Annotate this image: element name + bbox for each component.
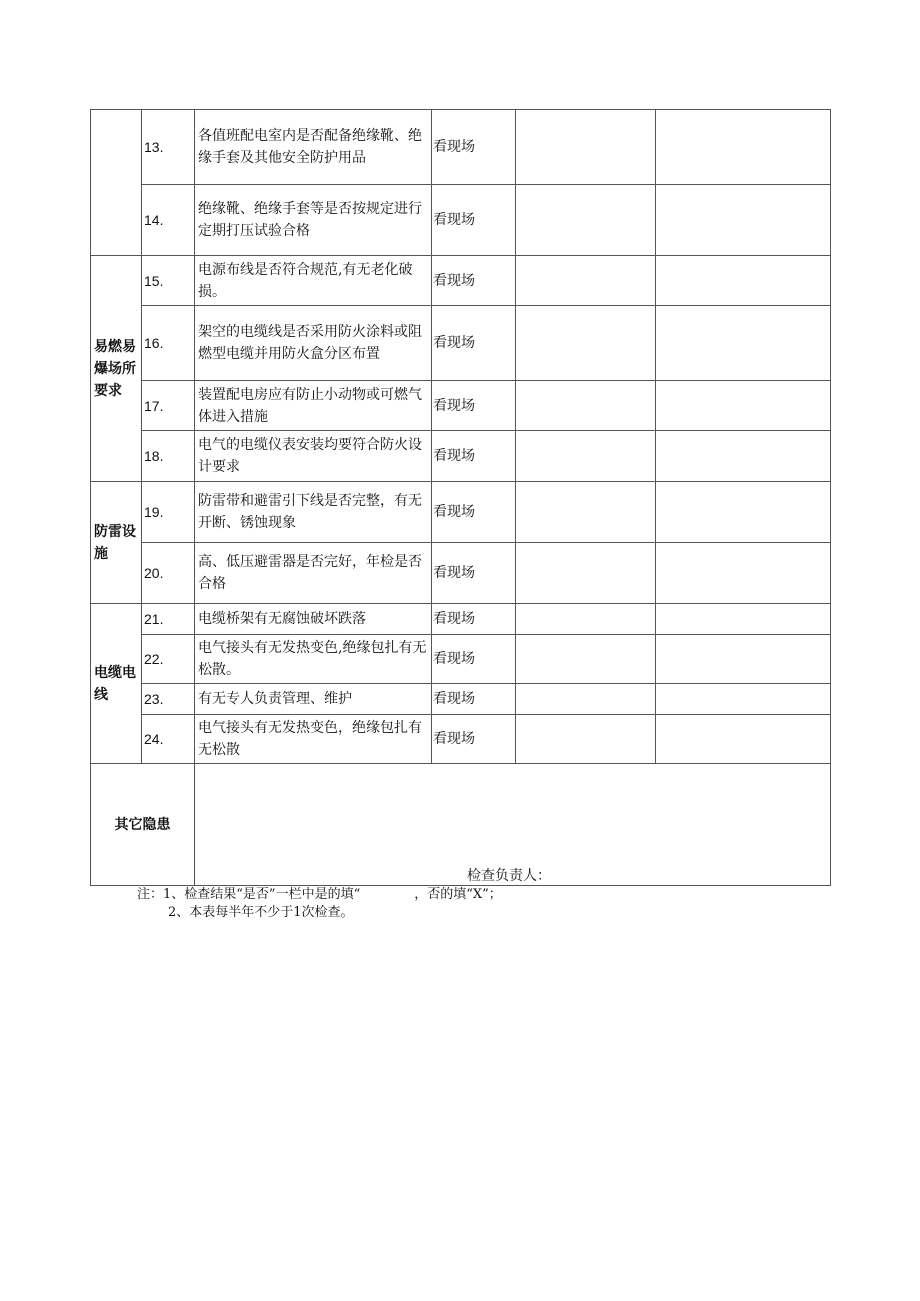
check-method: 看现场 (432, 431, 516, 482)
table-row (91, 684, 831, 715)
category-cell: 易燃易爆场所要求 (91, 256, 142, 482)
remark-cell[interactable] (656, 684, 831, 715)
item-number: 20. (142, 543, 195, 604)
table-row (91, 306, 831, 381)
category-cell: 电缆电线 (91, 604, 142, 764)
remark-cell[interactable] (656, 306, 831, 381)
result-cell[interactable] (516, 604, 656, 635)
item-description: 防雷带和避雷引下线是否完整，有无开断、锈蚀现象 (195, 482, 432, 543)
item-description: 装置配电房应有防止小动物或可燃气体进入措施 (195, 381, 432, 431)
result-cell[interactable] (516, 431, 656, 482)
note-prefix: 注： (137, 887, 164, 902)
item-number: 13. (142, 110, 195, 185)
item-number: 14. (142, 185, 195, 256)
remark-cell[interactable] (656, 110, 831, 185)
other-hazards-row (91, 764, 831, 886)
remark-cell[interactable] (656, 482, 831, 543)
notes (137, 886, 502, 922)
table-row (91, 185, 831, 256)
result-cell[interactable] (516, 306, 656, 381)
table-row (91, 256, 831, 306)
check-method: 看现场 (432, 306, 516, 381)
inspection-table (90, 109, 831, 886)
remark-cell[interactable] (656, 715, 831, 764)
check-method: 看现场 (432, 110, 516, 185)
check-method: 看现场 (432, 604, 516, 635)
table-row (91, 604, 831, 635)
check-method: 看现场 (432, 635, 516, 684)
inspector-label: 检查负责人： (467, 868, 551, 884)
result-cell[interactable] (516, 185, 656, 256)
result-cell[interactable] (516, 684, 656, 715)
note-line-1 (137, 886, 502, 904)
result-cell[interactable] (516, 110, 656, 185)
result-cell[interactable] (516, 543, 656, 604)
item-description: 绝缘靴、绝缘手套等是否按规定进行定期打压试验合格 (195, 185, 432, 256)
table-row (91, 110, 831, 185)
item-number: 23. (142, 684, 195, 715)
item-number: 18. (142, 431, 195, 482)
item-description: 电缆桥架有无腐蚀破坏跌落 (195, 604, 432, 635)
result-cell[interactable] (516, 635, 656, 684)
check-method: 看现场 (432, 381, 516, 431)
item-description: 电源布线是否符合规范,有无老化破损。 (195, 256, 432, 306)
item-number: 17. (142, 381, 195, 431)
result-cell[interactable] (516, 482, 656, 543)
item-description: 高、低压避雷器是否完好，年检是否合格 (195, 543, 432, 604)
category-cell: 防雷设施 (91, 482, 142, 604)
remark-cell[interactable] (656, 543, 831, 604)
other-hazards-label: 其它隐患 (91, 764, 195, 886)
item-description: 各值班配电室内是否配备绝缘靴、绝缘手套及其他安全防护用品 (195, 110, 432, 185)
check-method: 看现场 (432, 684, 516, 715)
item-number: 22. (142, 635, 195, 684)
note-line-2: 2、本表每半年不少于1次检查。 (168, 905, 354, 920)
check-method: 看现场 (432, 543, 516, 604)
result-cell[interactable] (516, 256, 656, 306)
remark-cell[interactable] (656, 256, 831, 306)
category-cell (91, 110, 142, 256)
item-number: 24. (142, 715, 195, 764)
item-number: 16. (142, 306, 195, 381)
other-hazards-field[interactable] (195, 764, 831, 886)
table-row (91, 482, 831, 543)
table-row (91, 715, 831, 764)
check-method: 看现场 (432, 715, 516, 764)
remark-cell[interactable] (656, 185, 831, 256)
table-row (91, 635, 831, 684)
remark-cell[interactable] (656, 635, 831, 684)
check-method: 看现场 (432, 185, 516, 256)
remark-cell[interactable] (656, 604, 831, 635)
result-cell[interactable] (516, 381, 656, 431)
item-description: 电气接头有无发热变色，绝缘包扎有无松散 (195, 715, 432, 764)
item-description: 电气的电缆仪表安装均要符合防火设计要求 (195, 431, 432, 482)
item-description: 有无专人负责管理、维护 (195, 684, 432, 715)
note-1-text-end: ，否的填“X”； (414, 887, 502, 902)
result-cell[interactable] (516, 715, 656, 764)
table-row (91, 431, 831, 482)
item-number: 15. (142, 256, 195, 306)
remark-cell[interactable] (656, 431, 831, 482)
item-number: 19. (142, 482, 195, 543)
item-number: 21. (142, 604, 195, 635)
remark-cell[interactable] (656, 381, 831, 431)
table-row (91, 381, 831, 431)
table-row (91, 543, 831, 604)
item-description: 电气接头有无发热变色,绝缘包扎有无松散。 (195, 635, 432, 684)
check-method: 看现场 (432, 482, 516, 543)
note-1-text: 1、检查结果“是否”一栏中是的填“ (163, 887, 361, 902)
check-method: 看现场 (432, 256, 516, 306)
item-description: 架空的电缆线是否采用防火涂料或阻燃型电缆并用防火盒分区布置 (195, 306, 432, 381)
